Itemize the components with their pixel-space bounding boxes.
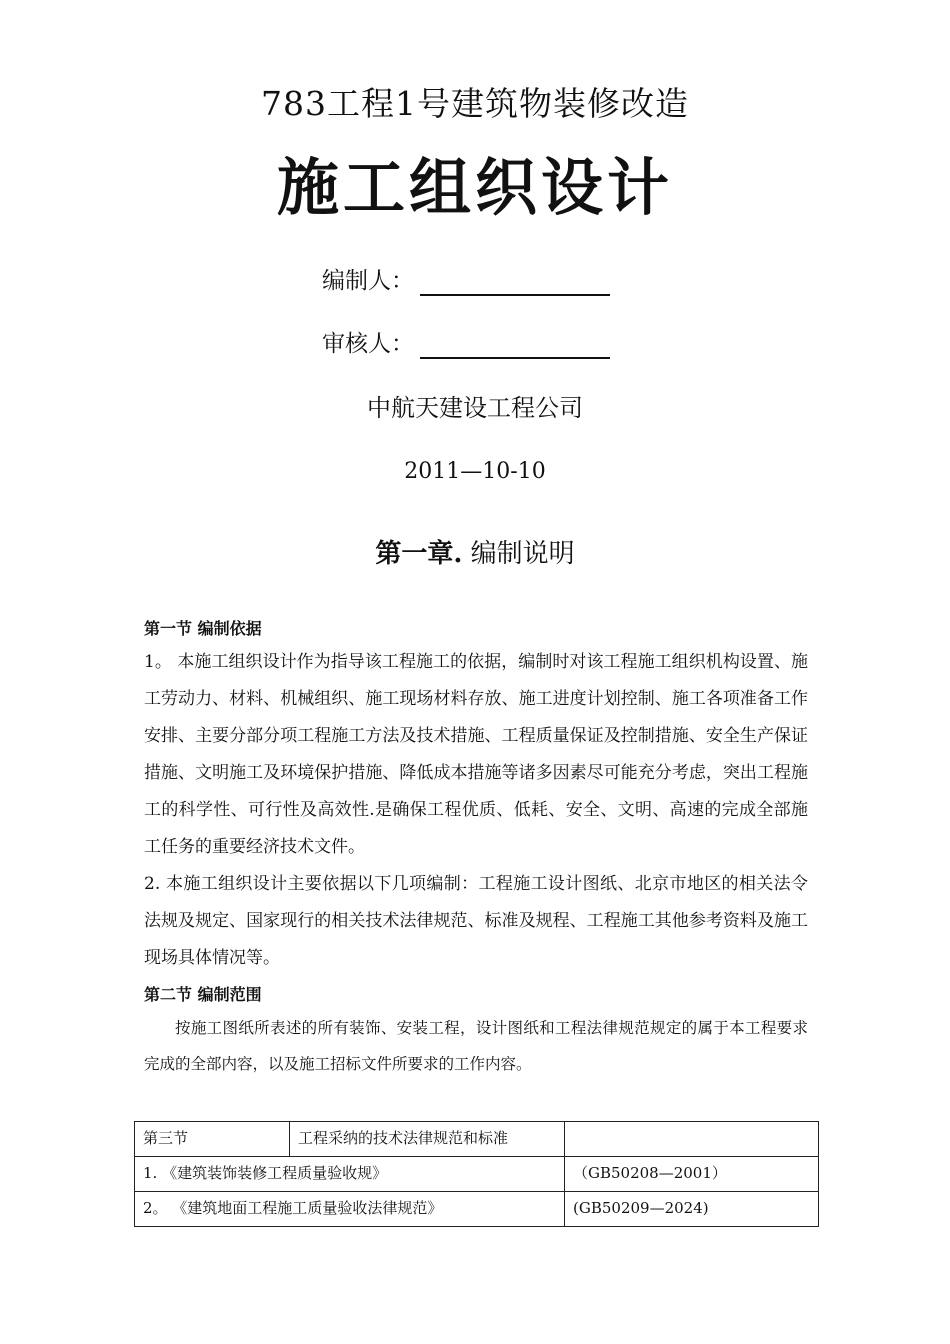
paragraph: 1。 本施工组织设计作为指导该工程施工的依据，编制时对该工程施工组织机构设置、施工劳动力、材料、机械组织、施工现场材料存放、施工进度计划控制、施工各项准备工作安排、主要分部分项工程施工方法及技术措施、工程质量保证及控制措施、安全生产保证措施、文明施工及环境保护措施、降低成本措施等诸多因素尽可能充分考虑，突出工程施工的科学性、可行性及高效性.是确保工程优质、低耗、安全、文明、高速的完成全部施工任务的重要经济技术文件。 <box>144 652 808 857</box>
chapter-name: 编制说明 <box>470 539 575 569</box>
table-cell: (GB50209—2024) <box>565 1192 819 1227</box>
table-header-row <box>135 1122 819 1157</box>
section-heading: 第一节 编制依据 <box>144 619 262 638</box>
compiler-row <box>322 266 610 296</box>
table-row <box>135 1157 819 1192</box>
company-name: 中航天建设工程公司 <box>367 394 583 422</box>
reviewer-signature-line <box>420 331 610 359</box>
section-heading: 第二节 编制范围 <box>144 985 262 1004</box>
reviewer-label: 审核人： <box>322 331 414 357</box>
table-cell: 第三节 <box>135 1122 290 1157</box>
table-row <box>135 1192 819 1227</box>
table-cell: 2。 《建筑地面工程施工质量验收法律规范》 <box>135 1192 565 1227</box>
chapter-heading <box>0 536 950 572</box>
table-cell <box>565 1122 819 1157</box>
table-cell: 1. 《建筑装饰装修工程质量验收规》 <box>135 1157 565 1192</box>
table-cell: （GB50208—2001） <box>565 1157 819 1192</box>
reviewer-row <box>322 329 610 359</box>
chapter-number: 第一章. <box>375 539 463 569</box>
paragraph: 2. 本施工组织设计主要依据以下几项编制：工程施工设计图纸、北京市地区的相关法令法规及规定、国家现行的相关技术法律规范、标准及规程、工程施工其他参考资料及施工现场具体情况等。 <box>144 874 808 968</box>
compiler-signature-line <box>420 268 610 296</box>
table-cell: 工程采纳的技术法律规范和标准 <box>290 1122 565 1157</box>
standards-table <box>134 1121 819 1227</box>
paragraph: 按施工图纸所表述的所有装饰、安装工程，设计图纸和工程法律规范规定的属于本工程要求完成的全部内容，以及施工招标文件所要求的工作内容。 <box>144 1019 808 1073</box>
document-subtitle: 783工程1号建筑物装修改造 <box>261 84 689 123</box>
document-title: 施工组织设计 <box>276 151 673 224</box>
document-date: 2011—10-10 <box>404 459 546 484</box>
document-body <box>144 613 808 1082</box>
compiler-label: 编制人： <box>322 268 414 294</box>
